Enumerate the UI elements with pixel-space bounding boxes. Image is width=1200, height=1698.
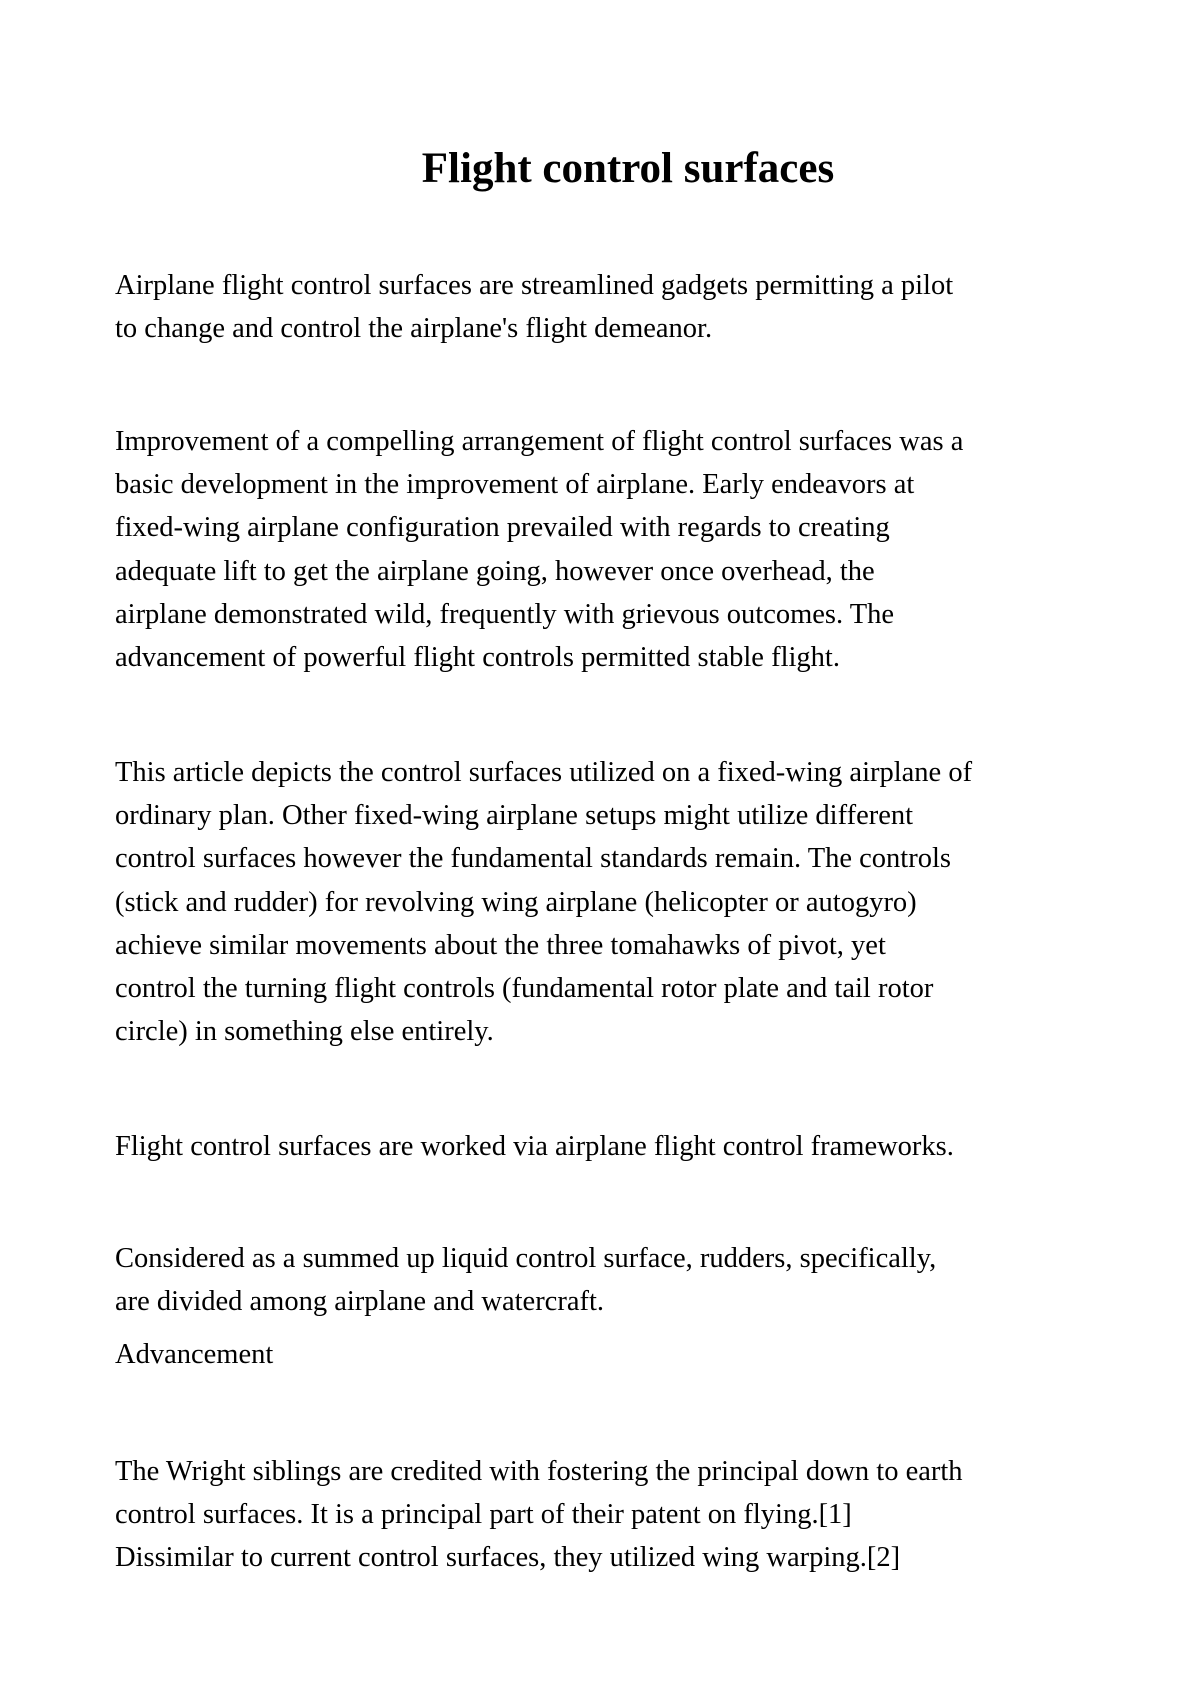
paragraph-frameworks: Flight control surfaces are worked via airplane flight control frameworks.	[115, 1131, 954, 1162]
paragraph-wright-siblings: The Wright siblings are credited with fostering the principal down to earth control surfaces. It is a principal part of their patent on flying.[1] Dissimilar to current control surfaces, they utilized wing warping.[2]	[115, 1456, 963, 1574]
page-title: Flight control surfaces	[421, 145, 835, 192]
paragraph-article-scope: This article depicts the control surfaces utilized on a fixed-wing airplane of ordinary plan. Other fixed-wing airplane setups might utilize different control surfaces however the fundamental standards remain. The controls (stick and rudder) for revolving wing airplane (helicopter or autogyro) achieve similar movements about the three tomahawks of pivot, yet control the turning flight controls (fundamental rotor plate and tail rotor circle) in something else entirely.	[115, 757, 973, 1048]
paragraph-improvement: Improvement of a compelling arrangement of flight control surfaces was a basic development in the improvement of airplane. Early endeavors at fixed-wing airplane configuration prevailed with regards to creating adequate lift to get the airplane going, however once overhead, the airplane demonstrated wild, frequently with grievous outcomes. The advancement of powerful flight controls permitted stable flight.	[115, 426, 964, 674]
paragraph-rudders: Considered as a summed up liquid control surface, rudders, specifically, are divided among airplane and watercraft.	[115, 1243, 937, 1318]
paragraph-intro: Airplane flight control surfaces are streamlined gadgets permitting a pilot to change and control the airplane's flight demeanor.	[115, 270, 954, 345]
section-heading-advancement: Advancement	[115, 1339, 274, 1370]
